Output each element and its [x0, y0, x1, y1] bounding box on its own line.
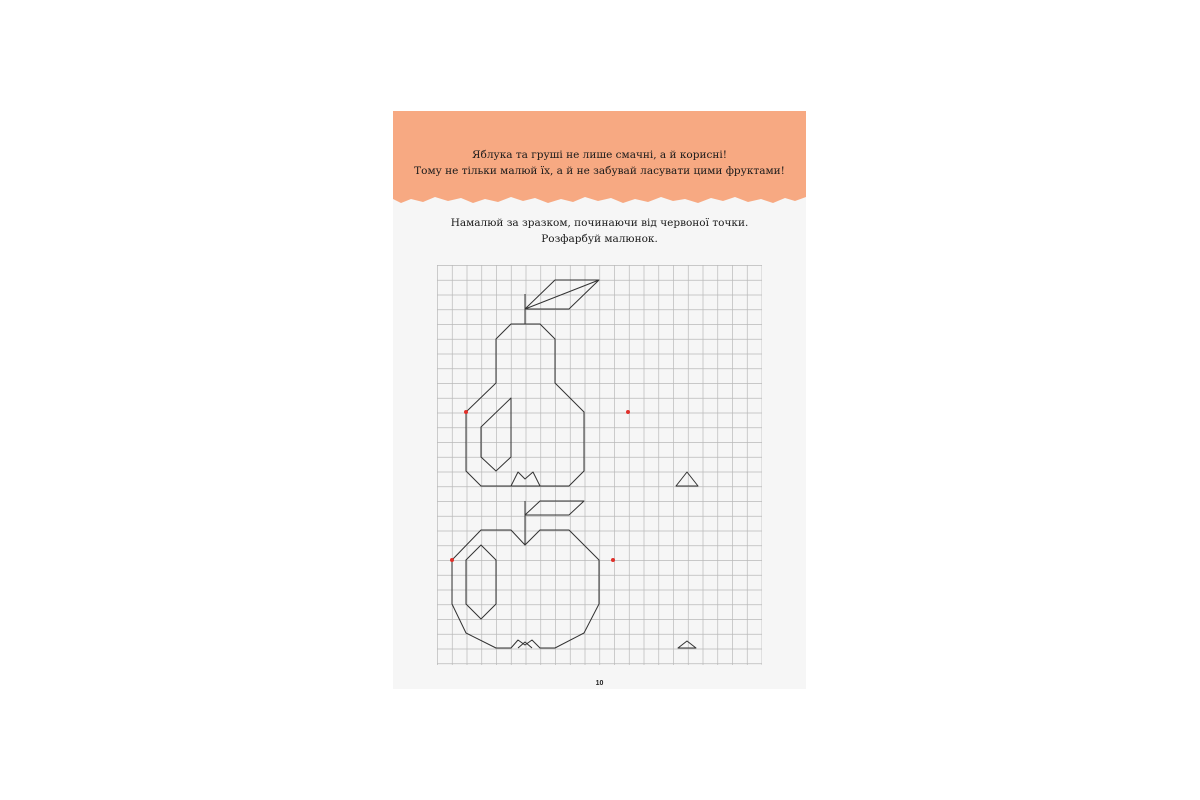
pear-start-dot — [464, 410, 468, 414]
pear-outline — [466, 324, 584, 486]
apple-outline — [452, 530, 599, 648]
instruction-line-1: Намалюй за зразком, починаючи від червоної точки. — [450, 217, 749, 229]
pear-target-triangle — [676, 472, 698, 486]
banner-text — [393, 147, 806, 179]
grid-lines — [437, 265, 762, 665]
apple-leaf — [525, 501, 584, 515]
apple-highlight — [466, 545, 496, 619]
instruction-text — [393, 215, 806, 247]
drawing-grid — [437, 265, 762, 665]
apple-target-triangle — [678, 641, 696, 648]
book-page — [393, 111, 806, 689]
banner-line-1: Яблука та груші не лише смачні, а й корисні! — [472, 149, 727, 161]
banner-line-2: Тому не тільки малюй їх, а й не забувай ласувати цими фруктами! — [414, 165, 785, 177]
pear-target-start-dot — [626, 410, 630, 414]
apple-target-start-dot — [611, 558, 615, 562]
pear-highlight — [481, 398, 511, 471]
apple-start-dot — [450, 558, 454, 562]
page-number: 10 — [595, 680, 604, 687]
pear-sample-drawing — [466, 280, 599, 486]
pear-bottom-notch — [511, 472, 540, 486]
instruction-line-2: Розфарбуй малюнок. — [541, 233, 658, 245]
pear-leaf — [525, 280, 599, 309]
apple-sample-drawing — [452, 501, 599, 648]
